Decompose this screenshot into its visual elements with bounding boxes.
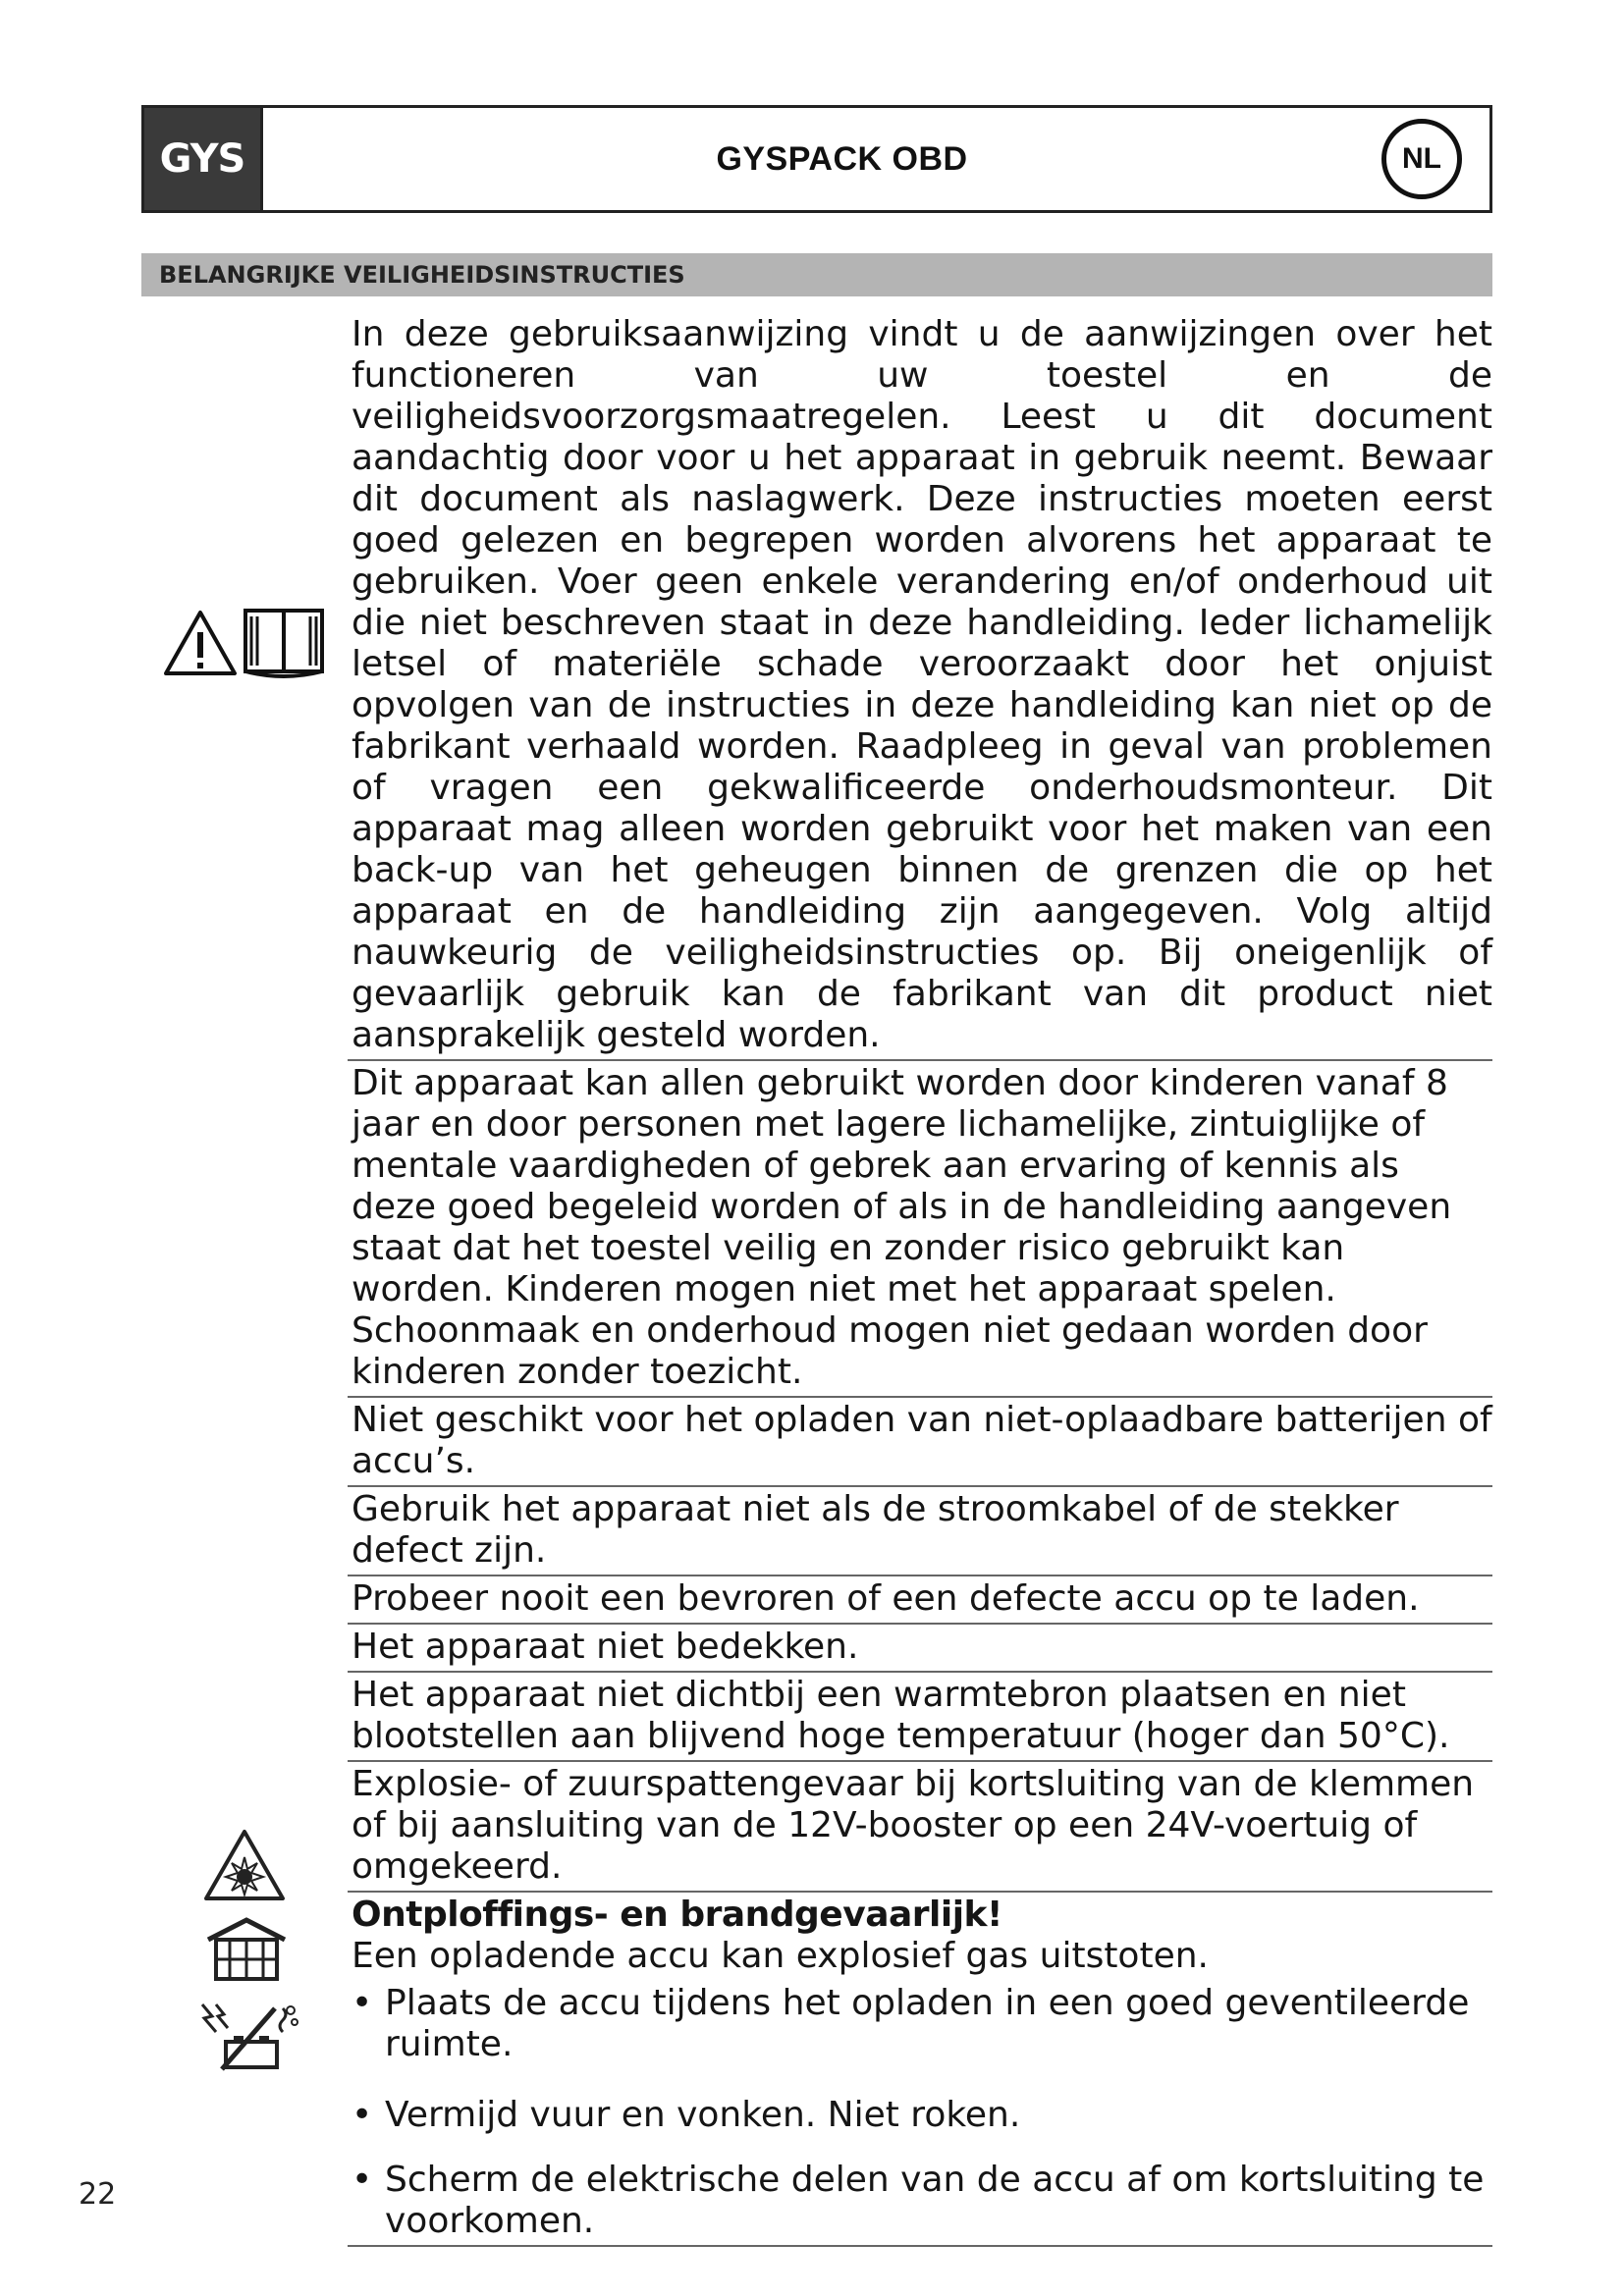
bullet-text: Plaats de accu tijdens het opladen in een goed geventileerde ruimte. — [385, 1983, 1470, 2064]
instruction-heat: Het apparaat niet dichtbij een warmtebron plaatsen en niet blootstellen aan blijvend hoge temperatuur (hoger dan 50°C). — [348, 1673, 1492, 1762]
warning-triangle-icon — [163, 609, 238, 677]
brand-logo: GYS — [144, 108, 263, 210]
bullet-text: Scherm de elektrische delen van de accu af om kortsluiting te voorkomen. — [385, 2160, 1485, 2241]
list-item — [352, 1983, 1492, 2065]
page-number: 22 — [79, 2177, 117, 2212]
children-paragraph: Dit apparaat kan allen gebruikt worden door kinderen vanaf 8 jaar en door personen met lagere lichamelijke, zintuiglijke of mentale vaardigheden of gebrek aan ervaring of kennis als deze goed begeleid worden of als in de handleiding aangeven staat dat het toestel veilig en zonder risico gebruikt kan worden. Kinderen mogen niet met het apparaat spelen. Schoonmaak en onderhoud mogen niet gedaan worden door kinderen zonder toezicht. — [348, 1061, 1492, 1398]
section-title: BELANGRIJKE VEILIGHEIDSINSTRUCTIES — [141, 253, 1492, 296]
bullet-symbol: • — [352, 2160, 373, 2200]
manual-book-icon — [242, 607, 326, 679]
bullet-text: Vermijd vuur en vonken. Niet roken. — [385, 2095, 1021, 2135]
intro-paragraph: In deze gebruiksaanwijzing vindt u de aanwijzingen over het functioneren van uw toestel en de veiligheidsvoorzorgsmaatregelen. Leest u dit document aandachtig door voor u het apparaat in gebruik neemt. Bewaar dit document als naslagwerk. Deze instructies moeten eerst goed gelezen en begrepen worden alvorens het apparaat te gebruiken. Voer geen enkele verandering en/of onderhoud uit die niet beschreven staat in deze handleiding. Ieder lichamelijk letsel of materiële schade veroorzaakt door het onjuist opvolgen van de instructies in deze handleiding kan niet op de fabrikant verhaald worden. Raadpleeg in geval van problemen of vragen een gekwalificeerde onderhoudsmonteur. Dit apparaat mag alleen worden gebruikt voor het maken van een back-up van het geheugen binnen de grenzen die op het apparaat en de handleiding zijn aangegeven. Volg altijd nauwkeurig de veiligheidsinstructies op. Bij oneigenlijk of gevaarlijk gebruik kan de fabrikant van dit product niet aansprakelijk gesteld worden. — [348, 312, 1492, 1061]
ventilation-shelter-icon — [202, 1914, 291, 1985]
document-title: GYSPACK OBD — [716, 139, 968, 178]
instruction-explosion-short: Explosie- of zuurspattengevaar bij kortsluiting van de klemmen of bij aansluiting van de 12V-booster op een 24V-voertuig of omgekeerd. — [348, 1762, 1492, 1893]
instruction-cover: Het apparaat niet bedekken. — [348, 1625, 1492, 1673]
explosion-section — [348, 1893, 1492, 2247]
bullet-symbol: • — [352, 2095, 373, 2135]
explosion-intro: Een opladende accu kan explosief gas uitstoten. — [352, 1936, 1209, 1976]
language-badge: NL — [1381, 119, 1462, 199]
list-item — [352, 2095, 1492, 2136]
page-header — [141, 105, 1492, 213]
bullet-symbol: • — [352, 1983, 373, 2023]
explosion-heading: Ontploffings- en brandgevaarlijk! — [352, 1895, 1002, 1935]
list-item — [352, 2160, 1492, 2242]
instruction-cable: Gebruik het apparaat niet als de stroomkabel of de stekker defect zijn. — [348, 1487, 1492, 1576]
safety-instructions — [348, 312, 1492, 2247]
no-fire-sparks-icon — [192, 1999, 302, 2073]
instruction-frozen: Probeer nooit een bevroren of een defecte accu op te laden. — [348, 1576, 1492, 1625]
instruction-nonrechargeable: Niet geschikt voor het opladen van niet-oplaadbare batterijen of accu’s. — [348, 1398, 1492, 1487]
explosion-hazard-icon — [202, 1828, 287, 1902]
